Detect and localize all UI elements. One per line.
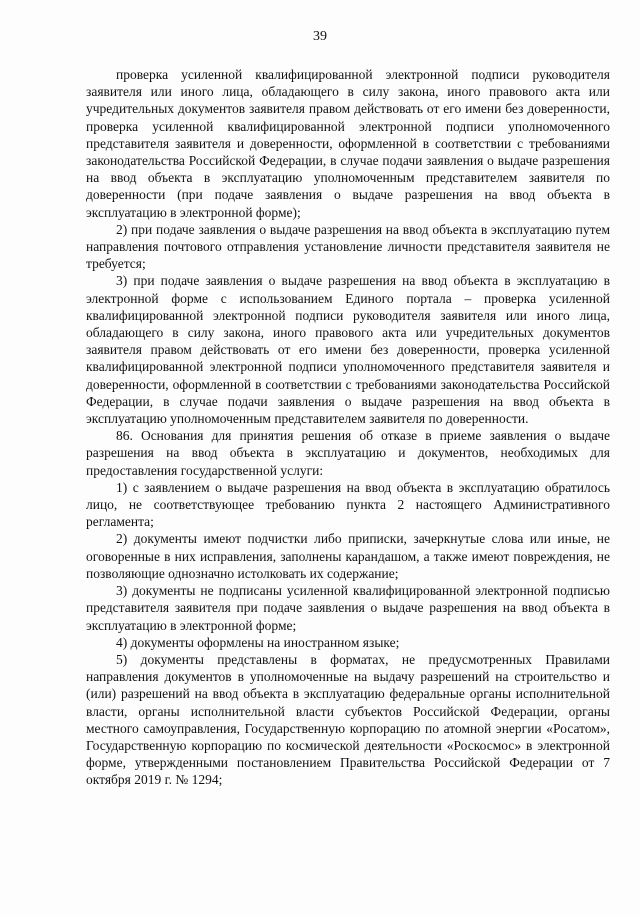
paragraph-item-2-postal: 2) при подаче заявления о выдаче разрешения на ввод объекта в эксплуатацию путем направления почтового отправления установление личности представителя заявителя не требуется; bbox=[86, 221, 610, 272]
paragraph-continuation: проверка усиленной квалифицированной электронной подписи руководителя заявителя или иного лица, обладающего в силу закона, иного правового акта или учредительных документов заявителя правом действовать от его имени без доверенности, проверка усиленной квалифицированной электронной подписи уполномоченного представителя заявителя и доверенности, оформленной в соответствии с требованиями законодательства Российской Федерации, в случае подачи заявления о выдаче разрешения на ввод объекта в эксплуатацию уполномоченным представителем заявителя по доверенности (при подаче заявления о выдаче разрешения на ввод объекта в эксплуатацию в электронной форме); bbox=[86, 67, 610, 220]
paragraph-refusal-5: 5) документы представлены в форматах, не предусмотренных Правилами направления документов в уполномоченные на выдачу разрешений на строительство и (или) разрешений на ввод объекта в эксплуатацию федеральные органы исполнительной власти, органы исполнительной власти субъектов Российской Федерации, органы местного самоуправления, Государственную корпорацию по атомной энергии «Росатом», Государственную корпорацию по космической деятельности «Роскосмос» в электронной форме, утвержденными постановлением Правительства Российской Федерации от 7 октября 2019 г. № 1294; bbox=[86, 651, 610, 788]
paragraph-item-3-electronic: 3) при подаче заявления о выдаче разрешения на ввод объекта в эксплуатацию в электронной форме с использованием Единого портала – проверка усиленной квалифицированной электронной подписи руководителя заявителя или иного лица, обладающего в силу закона, иного правового акта или учредительных документов заявителя правом действовать от его имени без доверенности, проверка усиленной квалифицированной электронной подписи уполномоченного представителя заявителя и доверенности, оформленной в соответствии с требованиями законодательства Российской Федерации, в случае подачи заявления о выдаче разрешения на ввод объекта в эксплуатацию уполномоченным представителем заявителя по доверенности. bbox=[86, 273, 610, 427]
page-number: 39 bbox=[313, 29, 327, 44]
paragraph-clause-86: 86. Основания для принятия решения об отказе в приеме заявления о выдаче разрешения на ввод объекта в эксплуатацию и документов, необходимых для предоставления государственной услуги: bbox=[86, 428, 610, 478]
paragraph-refusal-3: 3) документы не подписаны усиленной квалифицированной электронной подписью представителя заявителя при подаче заявления о выдаче разрешения на ввод объекта в эксплуатацию в электронной форме; bbox=[86, 583, 610, 633]
paragraph-refusal-1: 1) с заявлением о выдаче разрешения на ввод объекта в эксплуатацию обратилось лицо, не соответствующее требованию пункта 2 настоящего Административного регламента; bbox=[86, 479, 610, 530]
document-body bbox=[86, 66, 610, 789]
paragraph-refusal-4: 4) документы оформлены на иностранном языке; bbox=[116, 634, 400, 650]
paragraph-refusal-2: 2) документы имеют подчистки либо приписки, зачеркнутые слова или иные, не оговоренные в них исправления, заполнены карандашом, а также имеют повреждения, не позволяющие однозначно истолковать их содержание; bbox=[86, 531, 610, 581]
